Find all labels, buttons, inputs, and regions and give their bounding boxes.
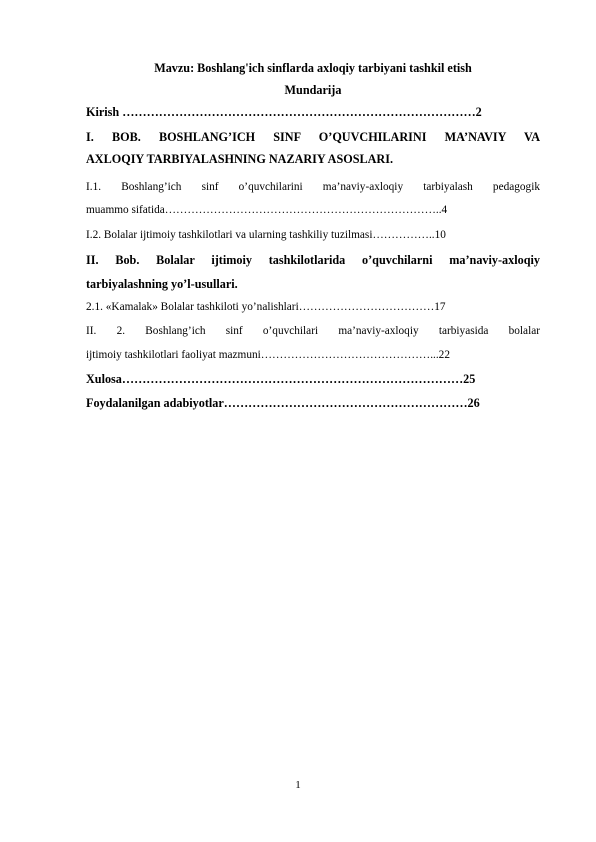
- toc-chapter2-title-line2: tarbiyalashning yo’l-usullari.: [86, 277, 238, 291]
- toc-entry-references: Foydalanilgan adabiyotlar……………………………………………………26: [86, 396, 480, 410]
- toc-section-2-1: 2.1. «Kamalak» Bolalar tashkiloti yo’nalishlari………………………………17: [86, 301, 446, 313]
- toc-section-2-2-line1: II. 2. Boshlang’ich sinf o’quvchilari ma’naviy-axloqiy tarbiyasida bolalar: [86, 325, 540, 337]
- toc-entry-conclusion: Xulosa…………………………………………………………………………25: [86, 372, 476, 386]
- document-topic: Mavzu: Boshlang'ich sinflarda axloqiy tarbiyani tashkil etish: [154, 61, 472, 75]
- toc-section-1-2: I.2. Bolalar ijtimoiy tashkilotlari va ularning tashkiliy tuzilmasi……………..10: [86, 229, 446, 241]
- toc-chapter2-title-line1: II. Bob. Bolalar ijtimoiy tashkilotlarida o’quvchilarni ma’naviy-axloqiy: [86, 253, 540, 267]
- toc-section-1-1-line2: muammo sifatida………………………………………………………………..4: [86, 204, 448, 216]
- toc-chapter1-title-line1: I. BOB. BOSHLANG’ICH SINF O’QUVCHILARINI MA’NAVIY VA: [86, 130, 540, 144]
- toc-entry-intro: Kirish ……………………………………………………………………………2: [86, 105, 482, 119]
- toc-section-1-1-line1: I.1. Boshlang’ich sinf o’quvchilarini ma’naviy-axloqiy tarbiyalash pedagogik: [86, 181, 540, 193]
- contents-heading: Mundarija: [284, 83, 342, 97]
- page-number: 1: [295, 779, 301, 791]
- toc-section-2-2-line2: ijtimoiy tashkilotlari faoliyat mazmuni………………………………………...22: [86, 349, 450, 361]
- toc-chapter1-title-line2: AXLOQIY TARBIYALASHNING NAZARIY ASOSLARI.: [86, 152, 394, 166]
